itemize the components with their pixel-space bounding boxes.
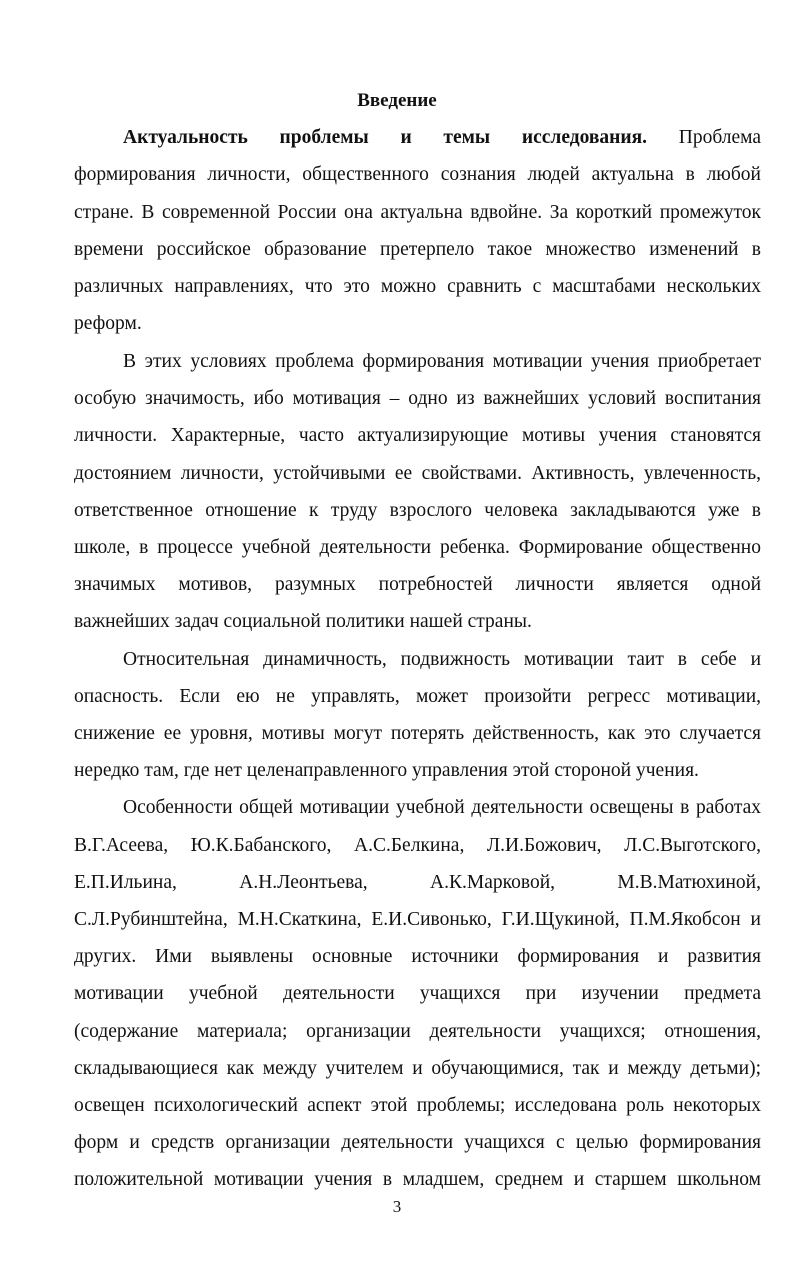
paragraph-line: складывающиеся как между учителем и обучающимися, так и между детьми); <box>74 1058 761 1079</box>
paragraph-line: снижение ее уровня, мотивы могут потерять действенность, как это случается <box>74 723 761 744</box>
paragraph-line: Относительная динамичность, подвижность мотивации таит в себе и <box>123 649 761 670</box>
section-heading: Введение <box>357 90 437 111</box>
paragraph-line: значимых мотивов, разумных потребностей личности является одной <box>74 574 761 595</box>
paragraph-line: Особенности общей мотивации учебной деятельности освещены в работах <box>123 797 761 818</box>
paragraph-line <box>123 126 761 150</box>
paragraph-line: времени российское образование претерпело такое множество изменений в <box>74 239 761 260</box>
paragraph-line: ответственное отношение к труду взрослого человека закладываются уже в <box>74 500 761 521</box>
paragraph-line: В этих условиях проблема формирования мотивации учения приобретает <box>123 351 761 372</box>
paragraph-line: мотивации учебной деятельности учащихся при изучении предмета <box>74 983 761 1004</box>
paragraph-line: различных направлениях, что это можно сравнить с масштабами нескольких <box>74 276 761 297</box>
paragraph-line: личности. Характерные, часто актуализирующие мотивы учения становятся <box>74 425 761 446</box>
paragraph-line: С.Л.Рубинштейна, М.Н.Скаткина, Е.И.Сивонько, Г.И.Щукиной, П.М.Якобсон и <box>74 909 761 930</box>
paragraph-line: опасность. Если ею не управлять, может произойти регресс мотивации, <box>74 686 761 707</box>
paragraph-line: положительной мотивации учения в младшем, среднем и старшем школьном <box>74 1169 761 1190</box>
paragraph-line: форм и средств организации деятельности учащихся с целью формирования <box>74 1132 761 1153</box>
lead-rest-text: Проблема <box>647 127 762 148</box>
paragraph-line: нередко там, где нет целенаправленного управления этой стороной учения. <box>74 760 699 781</box>
page-number: 3 <box>392 1197 402 1216</box>
paragraph-line: важнейших задач социальной политики нашей страны. <box>74 611 532 632</box>
paragraph-line: стране. В современной России она актуальна вдвойне. За короткий промежуток <box>74 202 761 223</box>
paragraph-line: освещен психологический аспект этой проблемы; исследована роль некоторых <box>74 1095 761 1116</box>
paragraph-line: формирования личности, общественного сознания людей актуальна в любой <box>74 164 761 185</box>
paragraph-line: реформ. <box>74 313 142 334</box>
paragraph-line: школе, в процессе учебной деятельности ребенка. Формирование общественно <box>74 537 761 558</box>
paragraph-line: достоянием личности, устойчивыми ее свойствами. Активность, увлеченность, <box>74 463 761 484</box>
paragraph-line: Е.П.Ильина, А.Н.Леонтьева, А.К.Марковой, М.В.Матюхиной, <box>74 872 761 893</box>
paragraph-line: (содержание материала; организации деятельности учащихся; отношения, <box>74 1021 761 1042</box>
paragraph-line: других. Ими выявлены основные источники формирования и развития <box>74 946 761 967</box>
lead-bold-text: Актуальность проблемы и темы исследования. <box>123 127 648 148</box>
paragraph-line: особую значимость, ибо мотивация – одно из важнейших условий воспитания <box>74 388 761 409</box>
paragraph-line: В.Г.Асеева, Ю.К.Бабанского, А.С.Белкина, Л.И.Божович, Л.С.Выготского, <box>74 835 761 856</box>
